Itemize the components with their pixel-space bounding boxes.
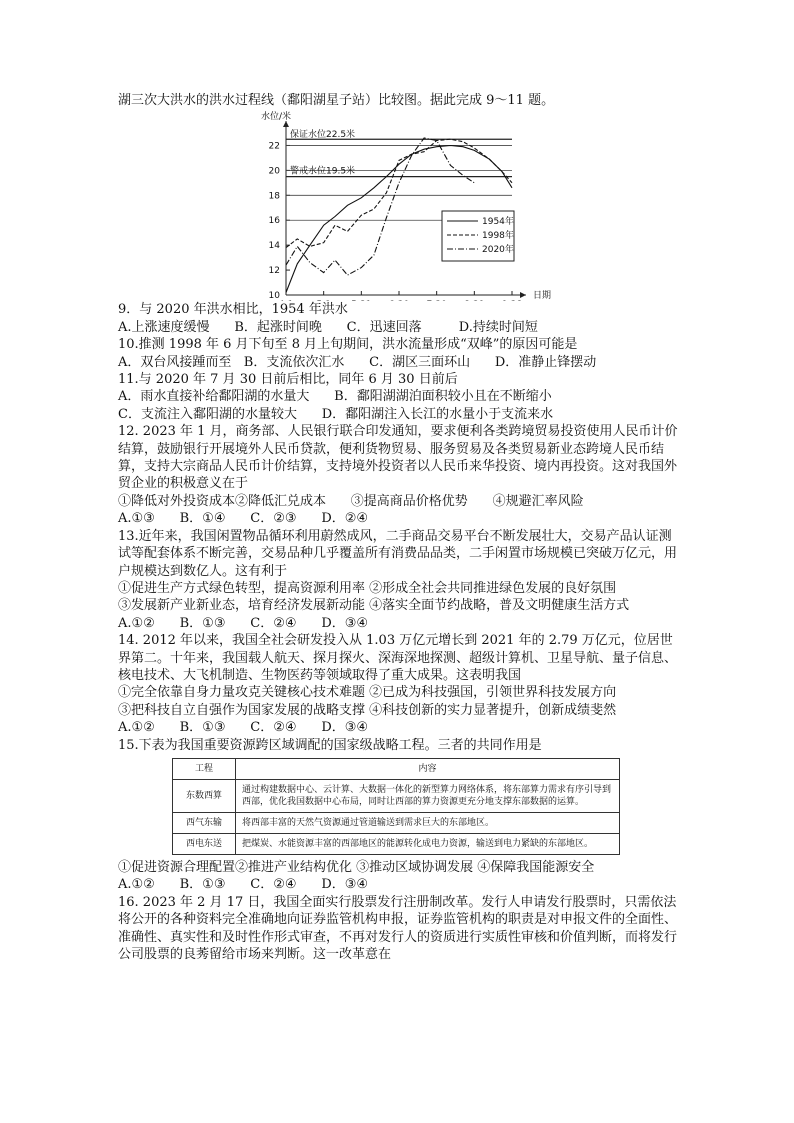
table-row [173, 812, 620, 833]
q10-stem: 10.推测 1998 年 6 月下旬至 8 月上旬期间，洪水流量形成“双峰”的原因可能是 [118, 337, 578, 353]
q16 [118, 894, 678, 964]
q13-options: A.①② B．①③ C．②④ D．③④ [118, 615, 369, 631]
table-header-content: 内容 [236, 758, 620, 779]
y-tick-label: 20 [268, 166, 280, 177]
table-row [173, 833, 620, 854]
table-cell-content: 通过构建数据中心、云计算、大数据一体化的新型算力网络体系，将东部算力需求有序引导到西部，优化我国数据中心布局，同时让西部的算力资源更充分地支撑东部数据的运算。 [236, 779, 620, 812]
q16-stem: 16. 2023 年 2 月 17 日，我国全面实行股票发行注册制改革。发行人申请发行股票时，只需依法将公开的各种资料完全准确地向证券监管机构申报，证券监管机构的职责是对申报文件的全面性、准确性、真实性和及时性作形式审查，不再对发行人的资质进行实质性审核和价值判断，而将发行公司股票的良莠留给市场来判断。这一改革意在 [118, 894, 678, 962]
q14-options: A.①② B．①③ C．②④ D．③④ [118, 720, 369, 736]
q9 [118, 301, 678, 336]
x-tick-label [279, 300, 294, 301]
q15 [118, 737, 678, 894]
q14-stem: 14. 2012 年以来，我国全社会研发投入从 1.03 万亿元增长到 2021 年的 2.79 万亿元，位居世界第二。十年来，我国载人航天、探月探火、深海深地探测、超级计算机、卫星导航、量子信息、核电技术、大飞机制造、生物医药等领域取得了重大成果。这表明我国 [118, 633, 678, 683]
q14 [118, 632, 678, 736]
y-tick-label: 18 [268, 191, 280, 202]
table-header-row [173, 758, 620, 779]
table-cell-content: 把煤炭、水能资源丰富的西部地区的能源转化成电力资源，输送到电力紧缺的东部地区。 [236, 833, 620, 854]
legend-label: 1998年 [482, 231, 514, 242]
q9-stem: 9．与 2020 年洪水相比，1954 年洪水 [118, 302, 348, 318]
q14-statements-34: ③把科技自立自强作为国家发展的战略支撑 ④科技创新的实力显著提升，创新成绩斐然 [118, 702, 617, 718]
y-tick-label: 12 [268, 266, 280, 277]
intro-text: 湖三次大洪水的洪水过程线（鄱阳湖星子站）比较图。据此完成 9～11 题。 [118, 93, 555, 108]
legend-label: 1954年 [482, 217, 514, 228]
x-tick-label [426, 300, 447, 301]
y-tick-label: 14 [268, 241, 280, 252]
legend-label: 2020年 [482, 245, 514, 256]
x-axis-arrow [520, 292, 526, 298]
table-row [173, 779, 620, 812]
y-tick-label: 10 [268, 291, 280, 302]
q15-options: A.①② B．①③ C．②④ D．③④ [118, 877, 369, 893]
q10-options: A．双台风接踵而至 B．支流依次汇水 C．湖区三面环山 D．准静止锋摆动 [118, 354, 597, 370]
x-axis-label: 日期 [532, 291, 552, 302]
q11-stem: 11.与 2020 年 7 月 30 日前后相比，同年 6 月 30 日前后 [118, 372, 458, 388]
table-cell-content: 将西部丰富的天然气资源通过管道输送到需求巨大的东部地区。 [236, 812, 620, 833]
x-tick-label [316, 300, 331, 301]
table-cell-name: 西气东输 [173, 812, 236, 833]
table-cell-name: 西电东送 [173, 833, 236, 854]
q11 [118, 371, 678, 423]
x-tick-label [464, 300, 485, 301]
q15-stem: 15.下表为我国重要资源跨区域调配的国家级战略工程。三者的共同作用是 [118, 737, 542, 753]
x-tick-label [351, 300, 371, 301]
table-cell-name: 东数西算 [173, 779, 236, 812]
x-tick-label [502, 300, 523, 301]
q13-stem: 13.近年来，我国闲置物品循环利用蔚然成风，二手商品交易平台不断发展壮大，交易产品认证测试等配套体系不断完善，交易品种几乎覆盖所有消费品品类，二手闲置市场规模已突破万亿元，用户规模达到数亿人。这有利于 [118, 528, 678, 579]
y-axis-label: 水位/米 [260, 112, 292, 123]
q11-options-cd: C．支流注入鄱阳湖的水量较大 D．鄱阳湖注入长江的水量小于支流来水 [118, 406, 554, 422]
table-header-project: 工程 [173, 758, 236, 779]
q10 [118, 336, 678, 371]
q12-statements: ①降低对外投资成本②降低汇兑成本 ③提高商品价格优势 ④规避汇率风险 [118, 493, 584, 509]
q9-options: A.上涨速度缓慢 B．起涨时间晚 C．迅速回落 D.持续时间短 [118, 319, 538, 335]
y-tick-label: 16 [268, 216, 280, 227]
flood-chart [118, 111, 678, 301]
q13 [118, 528, 678, 632]
q11-options-ab: A．雨水直接补给鄱阳湖的水量大 B．鄱阳湖湖泊面积较小且在不断缩小 [118, 389, 552, 405]
q14-statements-12: ①完全依靠自身力量攻克关键核心技术难题 ②已成为科技强国，引领世界科技发展方向 [118, 685, 617, 701]
q12-options: A.①③ B．①④ C．②③ D．②④ [118, 511, 369, 527]
guarantee-level-label: 保证水位22.5米 [290, 130, 356, 141]
exam-page [118, 92, 678, 963]
q13-statements-34: ③发展新产业新业态，培育经济发展新动能 ④落实全面节约战略，普及文明健康生活方式 [118, 598, 630, 614]
q12 [118, 423, 678, 527]
q12-stem: 12. 2023 年 1 月，商务部、人民银行联合印发通知，要求便利各类跨境贸易投资使用人民币计价结算，鼓励银行开展境外人民币贷款，便利货物贸易、服务贸易及各类贸易新业态跨境人民币结算，支持大宗商品人民币计价结算，支持境外投资者以人民币来华投资、境内再投资。这对我国外贸企业的积极意义在于 [118, 424, 678, 492]
x-tick-label [389, 300, 410, 301]
q15-statements: ①促进资源合理配置②推进产业结构优化 ③推动区域协调发展 ④保障我国能源安全 [118, 859, 595, 875]
y-tick-label: 22 [268, 141, 280, 152]
q13-statements-12: ①促进生产方式绿色转型，提高资源利用率 ②形成全社会共同推进绿色发展的良好氛围 [118, 580, 617, 596]
warning-level-label: 警戒水位19.5米 [290, 167, 356, 178]
flood-chart-svg [118, 111, 678, 301]
resource-table [172, 758, 620, 855]
